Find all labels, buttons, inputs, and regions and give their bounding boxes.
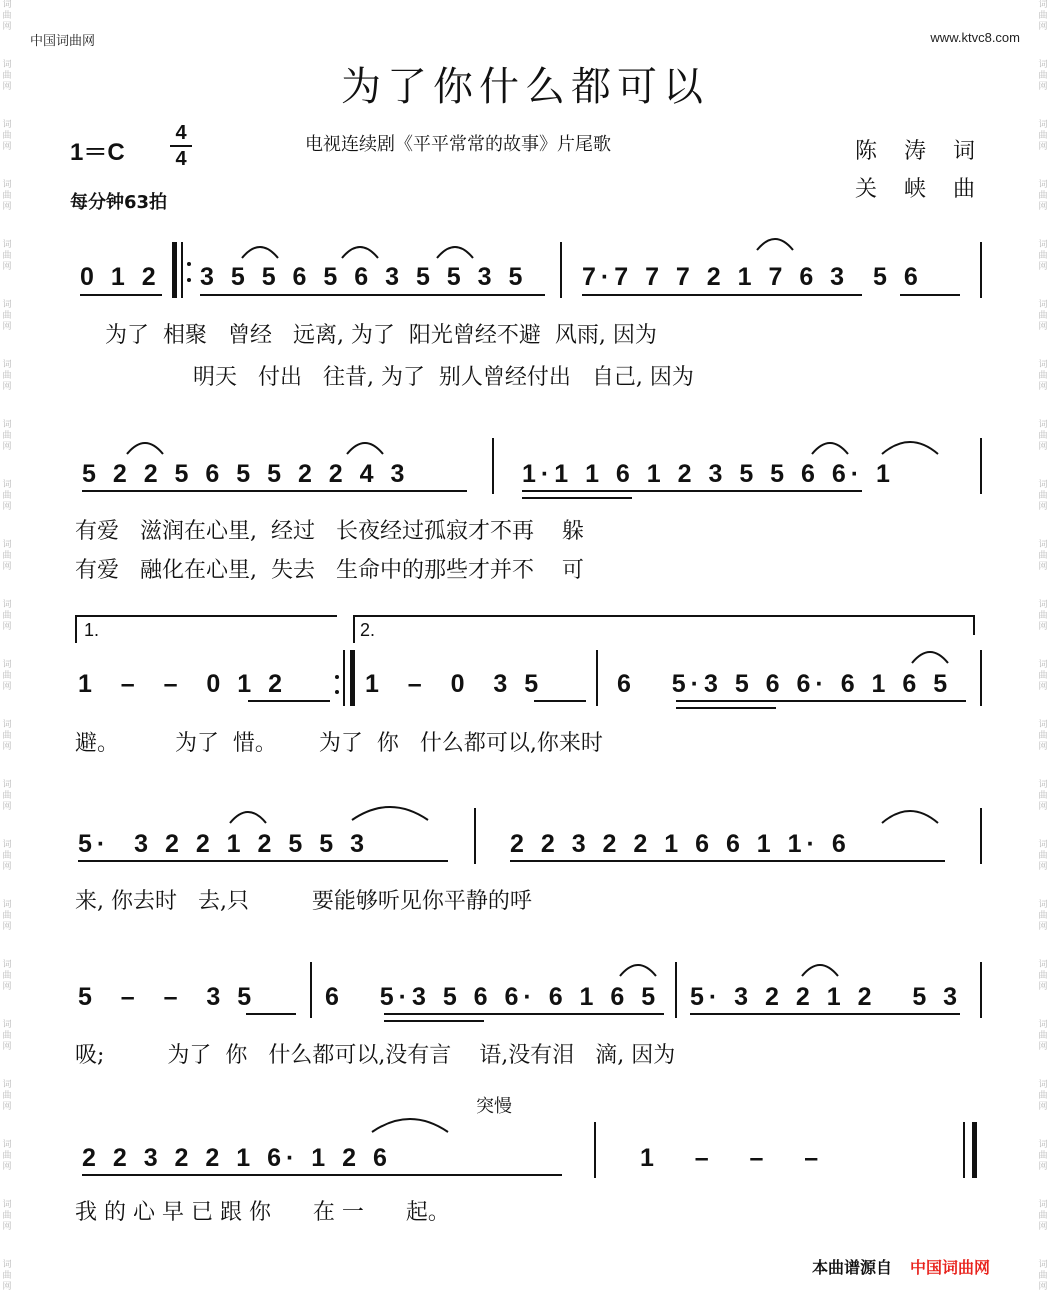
time-signature (170, 122, 192, 170)
notes-row4-bar1: 5· 3 2 2 1 2 5 5 3 (78, 830, 369, 858)
side-watermark-mark: 词曲网 (1038, 60, 1048, 92)
side-watermark-mark: 词曲网 (2, 540, 12, 572)
volta-bracket-1 (75, 615, 77, 643)
lyric-row6: 我 的 心 早 已 跟 你 在 一 起。 (75, 1200, 450, 1225)
site-url[interactable]: www.ktvc8.com (930, 30, 1020, 45)
side-watermark-mark: 词曲网 (1038, 1020, 1048, 1052)
side-watermark-mark: 词曲网 (1038, 1200, 1048, 1232)
notes-row2-bar2: 1·1 1 6 1 2 3 5 5 6 6· 1 (522, 460, 895, 488)
side-watermark-mark: 词曲网 (1038, 0, 1048, 32)
repeat-dot (187, 262, 191, 266)
composer-credit: 关 峡 曲 (855, 177, 985, 202)
song-subtitle: 电视连续剧《平平常常的故事》片尾歌 (305, 134, 611, 155)
barline (980, 438, 982, 494)
notes-row5-bar2: 6 5·3 5 6 6· 6 1 6 5 (325, 983, 661, 1011)
slur (755, 232, 795, 252)
underline-beat (582, 294, 862, 296)
side-watermark-mark: 词曲网 (1038, 1080, 1048, 1112)
notes-row4-bar2: 2 2 3 2 2 1 6 6 1 1· 6 (510, 830, 851, 858)
tempo-marking: 每分钟63拍 (70, 192, 168, 213)
side-watermark-mark: 词曲网 (1038, 780, 1048, 812)
lyricist-credit: 陈 涛 词 (855, 139, 985, 164)
barline (675, 962, 677, 1018)
side-watermark-mark: 词曲网 (2, 240, 12, 272)
volta-1-label: 1. (84, 620, 100, 640)
side-watermark-mark: 词曲网 (1038, 900, 1048, 932)
footer-source (812, 1255, 990, 1278)
side-watermark-mark: 词曲网 (1038, 660, 1048, 692)
side-watermark-mark: 词曲网 (2, 360, 12, 392)
left-watermark-strip (0, 0, 14, 1304)
side-watermark-mark: 词曲网 (2, 180, 12, 212)
side-watermark-mark: 词曲网 (1038, 540, 1048, 572)
barline (560, 242, 562, 298)
footer-source-site[interactable]: 中国词曲网 (910, 1258, 991, 1277)
barline (980, 808, 982, 864)
barline (310, 962, 312, 1018)
underline-beat (522, 490, 862, 492)
underline-beat (78, 860, 448, 862)
barline (980, 962, 982, 1018)
underline-beat (246, 1013, 296, 1015)
notes-row6-bar2: 1 – – – (640, 1144, 824, 1172)
side-watermark-mark: 词曲网 (2, 1020, 12, 1052)
lyric-row1-verse2: 明天 付出 往昔, 为了 别人曾经付出 自己, 因为 (193, 365, 694, 390)
side-watermark-mark: 词曲网 (1038, 480, 1048, 512)
side-watermark-mark: 词曲网 (2, 300, 12, 332)
lyric-row1-verse1: 为了 相聚 曾经 远离, 为了 阳光曾经不避 风雨, 因为 (105, 323, 657, 348)
side-watermark-mark: 词曲网 (1038, 240, 1048, 272)
notes-row1-bar2: 7·7 7 7 2 1 7 6 3 5 6 (582, 263, 923, 291)
notes-row5-bar3: 5· 3 2 2 1 2 5 3 (690, 983, 963, 1011)
side-watermark-mark: 词曲网 (2, 1200, 12, 1232)
repeat-start-barline (172, 242, 177, 298)
side-watermark-mark: 词曲网 (2, 420, 12, 452)
final-barline-thin (963, 1122, 965, 1178)
repeat-dot (335, 675, 339, 679)
key-signature: 1＝C (70, 139, 125, 166)
side-watermark-mark: 词曲网 (2, 900, 12, 932)
side-watermark-mark: 词曲网 (1038, 1140, 1048, 1172)
side-watermark-mark: 词曲网 (2, 1080, 12, 1112)
side-watermark-mark: 词曲网 (2, 60, 12, 92)
slur (340, 240, 380, 260)
side-watermark-mark: 词曲网 (1038, 840, 1048, 872)
side-watermark-mark: 词曲网 (1038, 120, 1048, 152)
side-watermark-mark: 词曲网 (2, 600, 12, 632)
slur (435, 240, 475, 260)
slur (228, 805, 268, 825)
underline-beat (676, 700, 966, 702)
side-watermark-mark: 词曲网 (2, 1260, 12, 1292)
side-watermark-mark: 词曲网 (1038, 360, 1048, 392)
side-watermark-mark: 词曲网 (2, 960, 12, 992)
volta-bracket-2 (353, 615, 355, 643)
slur (125, 436, 165, 456)
underline-beat (200, 294, 545, 296)
side-watermark-mark: 词曲网 (2, 720, 12, 752)
side-watermark-mark: 词曲网 (1038, 600, 1048, 632)
slur (350, 800, 430, 822)
time-bar (170, 145, 192, 147)
side-watermark-mark: 词曲网 (1038, 960, 1048, 992)
notes-row5-bar1: 5 – – 3 5 (78, 983, 257, 1011)
song-title: 为了你什么都可以 (341, 64, 709, 110)
notes-row2-bar1: 5 2 2 5 6 5 5 2 2 4 3 (82, 460, 410, 488)
repeat-end-barline (350, 650, 355, 706)
slur (800, 958, 840, 978)
underline-beat (80, 294, 162, 296)
side-watermark-mark: 词曲网 (1038, 300, 1048, 332)
notes-row3-bar3: 6 5·3 5 6 6· 6 1 6 5 (617, 670, 953, 698)
underline-beat (522, 497, 632, 499)
repeat-end-thin (343, 650, 345, 706)
underline-beat (384, 1020, 484, 1022)
barline (980, 242, 982, 298)
volta-2-label: 2. (360, 620, 376, 640)
site-name: 中国词曲网 (30, 33, 96, 48)
notes-row3-ending1: 1 – – 0 1 2 (78, 670, 287, 698)
side-watermark-mark: 词曲网 (2, 120, 12, 152)
side-watermark-mark: 词曲网 (1038, 1260, 1048, 1292)
underline-beat (384, 1013, 664, 1015)
underline-beat (690, 1013, 960, 1015)
slur (345, 436, 385, 456)
slur (910, 645, 950, 665)
underline-beat (82, 490, 467, 492)
right-watermark-strip (1036, 0, 1050, 1304)
slur (880, 436, 940, 456)
notes-row1-bar1: 3 5 5 6 5 6 3 5 5 3 5 (200, 263, 528, 291)
underline-beat (534, 700, 586, 702)
lyric-row5: 吸; 为了 你 什么都可以,没有言 语,没有泪 滴, 因为 (75, 1043, 676, 1068)
notes-row3-ending2: 1 – 0 3 5 (365, 670, 544, 698)
final-barline-thick (972, 1122, 977, 1178)
repeat-dot (335, 690, 339, 694)
barline (980, 650, 982, 706)
barline (474, 808, 476, 864)
side-watermark-text (1036, 0, 1050, 1304)
lyric-row2-verse2: 有爱 融化在心里, 失去 生命中的那些才并不 可 (75, 558, 584, 583)
repeat-dot (187, 278, 191, 282)
footer-source-label: 本曲谱源自 (812, 1258, 893, 1277)
volta-bracket-1 (75, 615, 337, 617)
volta-bracket-2 (353, 615, 975, 617)
underline-beat (676, 707, 776, 709)
side-watermark-mark: 词曲网 (2, 0, 12, 32)
slur (618, 958, 658, 978)
side-watermark-mark: 词曲网 (1038, 180, 1048, 212)
side-watermark-mark: 词曲网 (1038, 420, 1048, 452)
side-watermark-mark: 词曲网 (2, 840, 12, 872)
time-top: 4 (175, 122, 187, 144)
side-watermark-mark: 词曲网 (2, 780, 12, 812)
underline-beat (248, 700, 330, 702)
barline (492, 438, 494, 494)
side-watermark-mark: 词曲网 (1038, 720, 1048, 752)
lyric-row3: 避。 为了 惜。 为了 你 什么都可以,你来时 (75, 731, 603, 756)
repeat-start-thin (181, 242, 183, 298)
time-bottom: 4 (175, 148, 187, 170)
underline-beat (510, 860, 945, 862)
lyric-row4: 来, 你去时 去,只 要能够听见你平静的呼 (75, 889, 532, 914)
volta-bracket-2 (973, 615, 975, 635)
barline (596, 650, 598, 706)
lyric-row2-verse1: 有爱 滋润在心里, 经过 长夜经过孤寂才不再 躲 (75, 519, 584, 544)
side-watermark-text (0, 0, 14, 1304)
slur (370, 1112, 450, 1134)
side-watermark-mark: 词曲网 (2, 1140, 12, 1172)
notes-row6-bar1: 2 2 3 2 2 1 6· 1 2 6 (82, 1144, 392, 1172)
underline-beat (82, 1174, 562, 1176)
slur (240, 240, 280, 260)
barline (594, 1122, 596, 1178)
slur (880, 805, 940, 825)
side-watermark-mark: 词曲网 (2, 480, 12, 512)
tempo-change-mark: 突慢 (476, 1096, 512, 1117)
slur (810, 436, 850, 456)
side-watermark-mark: 词曲网 (2, 660, 12, 692)
notes-row1-pickup: 0 1 2 (80, 263, 161, 291)
underline-beat (900, 294, 960, 296)
